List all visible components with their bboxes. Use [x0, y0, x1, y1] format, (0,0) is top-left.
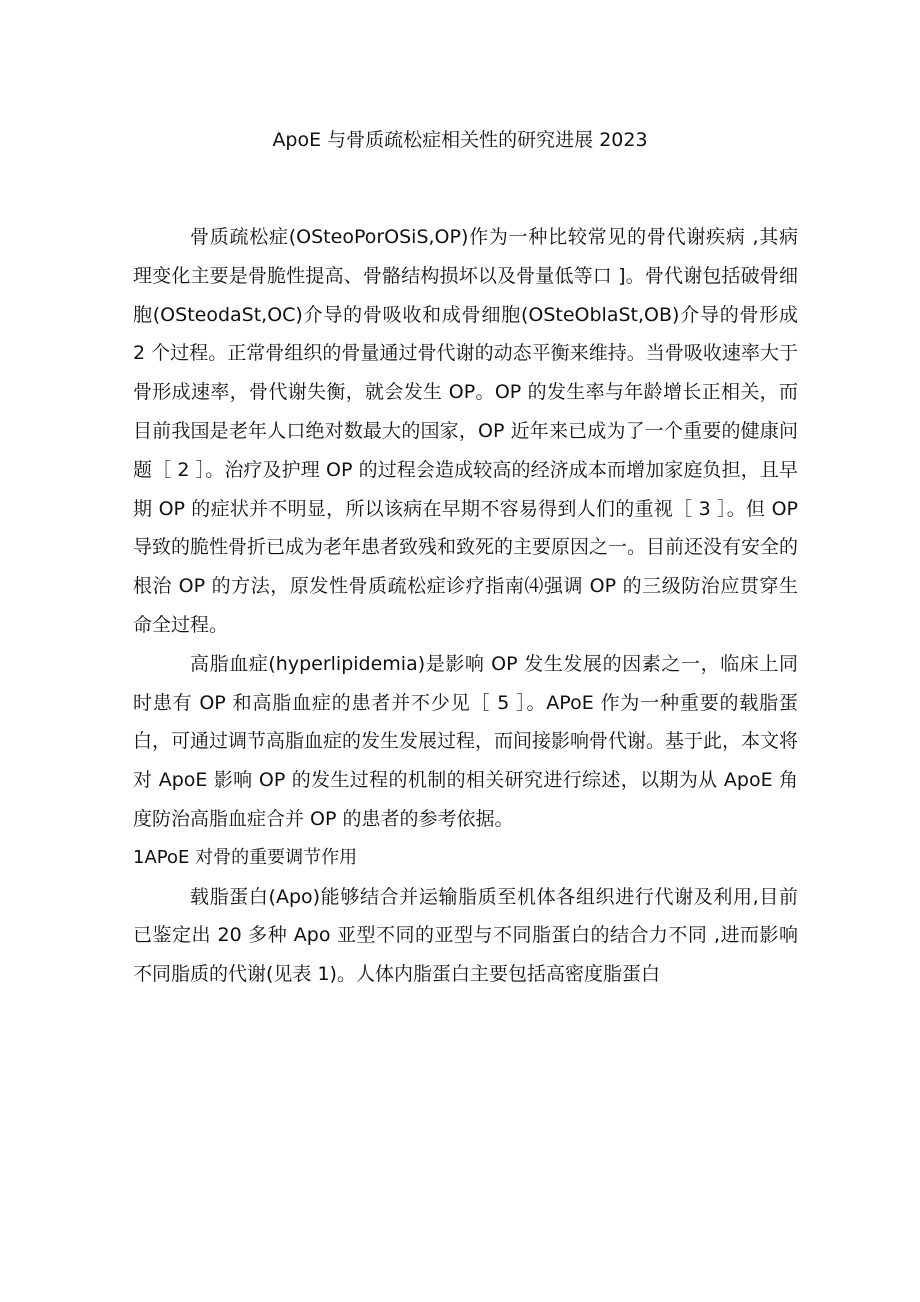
paragraph-intro: 骨质疏松症(OSteoPorOSiS,OP)作为一种比较常见的骨代谢疾病 ,其病理变化主要是骨脆性提高、骨骼结构损坏以及骨量低等口 ]。骨代谢包括破骨细胞(OSteodaSt,OC)介导的骨吸收和成骨细胞(OSteOblaSt,OB)介导的骨形成 2 个过程。正常骨组织的骨量通过骨代谢的动态平衡来维持。当骨吸收速率大于骨形成速率，骨代谢失衡，就会发生 OP。OP 的发生率与年龄增长正相关，而目前我国是老年人口绝对数最大的国家，OP 近年来已成为了一个重要的健康问题［ 2 ］。治疗及护理 OP 的过程会造成较高的经济成本而增加家庭负担，且早期 OP 的症状并不明显，所以该病在早期不容易得到人们的重视［ 3 ］。但 OP 导致的脆性骨折已成为老年患者致残和致死的主要原因之一。目前还没有安全的根治 OP 的方法，原发性骨质疏松症诊疗指南⑷强调 OP 的三级防治应贯穿生命全过程。 — [133, 226, 799, 636]
document-body — [133, 218, 798, 994]
section-heading-1: 1APoE 对骨的重要调节作用 — [133, 846, 358, 868]
paragraph-hyperlipidemia: 高脂血症(hyperlipidemia)是影响 OP 发生发展的因素之一，临床上同时患有 OP 和高脂血症的患者并不少见［ 5 ］。APoE 作为一种重要的载脂蛋白，可通过调节高脂血症的发生发展过程，而间接影响骨代谢。基于此，本文将对 ApoE 影响 OP 的发生过程的机制的相关研究进行综述，以期为从 ApoE 角度防治高脂血症合并 OP 的患者的参考依据。 — [133, 652, 799, 830]
document-title: ApoE 与骨质疏松症相关性的研究进展 2023 — [272, 129, 648, 151]
paragraph-section-1: 载脂蛋白(Apo)能够结合并运输脂质至机体各组织进行代谢及利用,目前已鉴定出 20 多种 Apo 亚型不同的亚型与不同脂蛋白的结合力不同 ,进而影响不同脂质的代谢(见表 1)。人体内脂蛋白主要包括高密度脂蛋白 — [133, 885, 798, 986]
